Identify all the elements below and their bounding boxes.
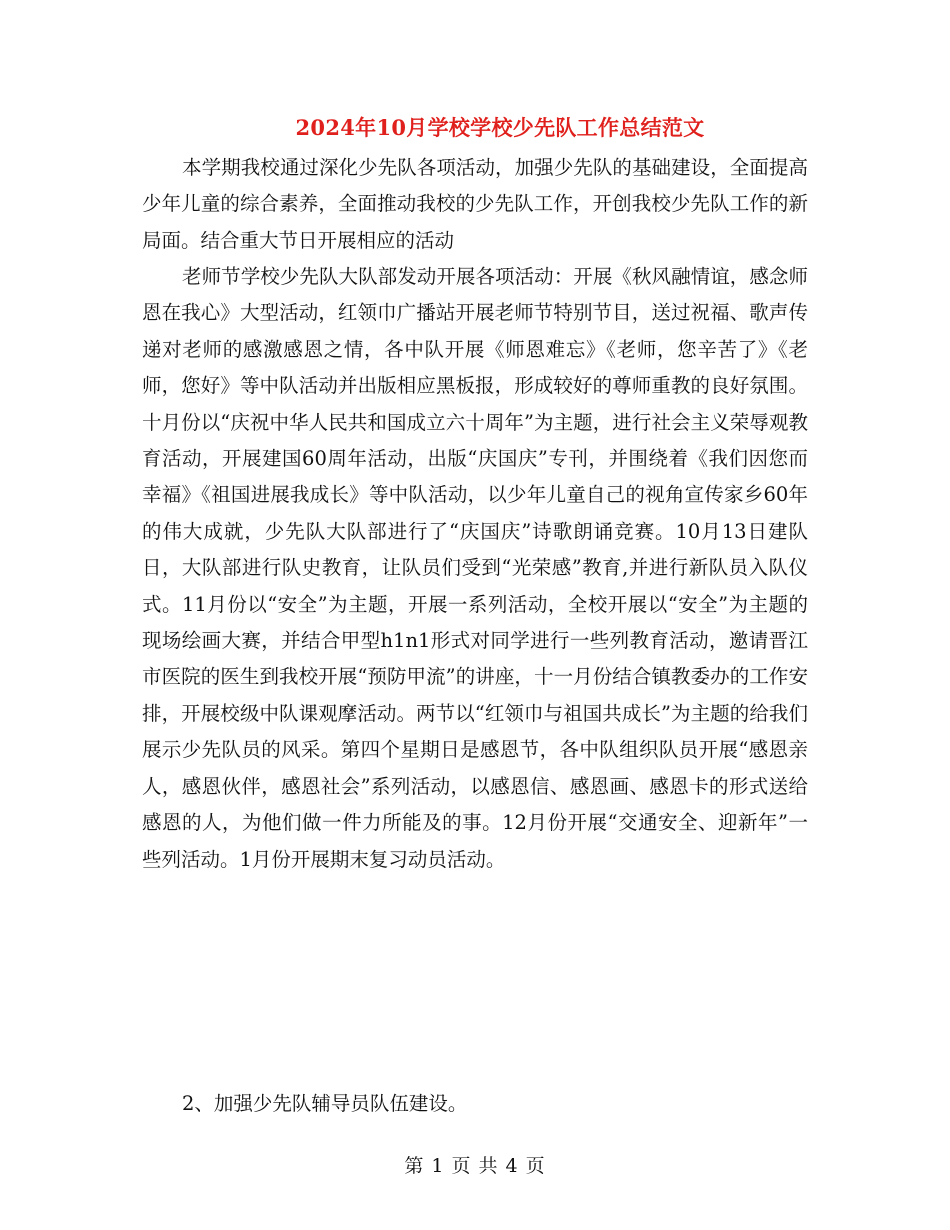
paragraph-text: 本学期我校通过深化少先队各项活动，加强少先队的基础建设，全面提高少年儿童的综合素养，全面推动我校的少先队工作，开创我校少先队工作的新局面。结合重大节日开展相应的活动 <box>142 156 808 252</box>
document-title: 2024年10月学校学校少先队工作总结范文 <box>295 115 705 140</box>
paragraph-section-2 <box>142 1086 808 1122</box>
paragraph-activities <box>142 259 808 878</box>
page-number-footer: 第 1 页 共 4 页 <box>404 1155 546 1177</box>
paragraph-text: 老师节学校少先队大队部发动开展各项活动：开展《秋风融情谊，感念师恩在我心》大型活动，红领巾广播站开展老师节特别节目，送过祝福、歌声传递对老师的感激感恩之情，各中队开展《师恩难忘》《老师，您辛苦了》《老师，您好》等中队活动并出版相应黑板报，形成较好的尊师重教的良好氛围。十月份以“庆祝中华人民共和国成立六十周年”为主题，进行社会主义荣辱观教育活动，开展建国60周年活动，出版“庆国庆”专刊，并围绕着《我们因您而幸福》《祖国进展我成长》等中队活动，以少年儿童自己的视角宣传家乡60年的伟大成就，少先队大队部进行了“庆国庆”诗歌朗诵竞赛。10月13日建队日，大队部进行队史教育，让队员们受到“光荣感”教育,并进行新队员入队仪式。11月份以“安全”为主题，开展一系列活动，全校开展以“安全”为主题的现场绘画大赛，并结合甲型h1n1形式对同学进行一些列教育活动，邀请晋江市医院的医生到我校开展“预防甲流”的讲座，十一月份结合镇教委办的工作安排，开展校级中队课观摩活动。两节以“红领巾与祖国共成长”为主题的给我们展示少先队员的风采。第四个星期日是感恩节，各中队组织队员开展“感恩亲人，感恩伙伴，感恩社会”系列活动，以感恩信、感恩画、感恩卡的形式送给感恩的人，为他们做一件力所能及的事。12月份开展“交通安全、迎新年”一些列活动。1月份开展期末复习动员活动。 <box>142 265 808 871</box>
paragraph-text: 2、加强少先队辅导员队伍建设。 <box>182 1092 468 1115</box>
paragraph-intro <box>142 150 808 259</box>
